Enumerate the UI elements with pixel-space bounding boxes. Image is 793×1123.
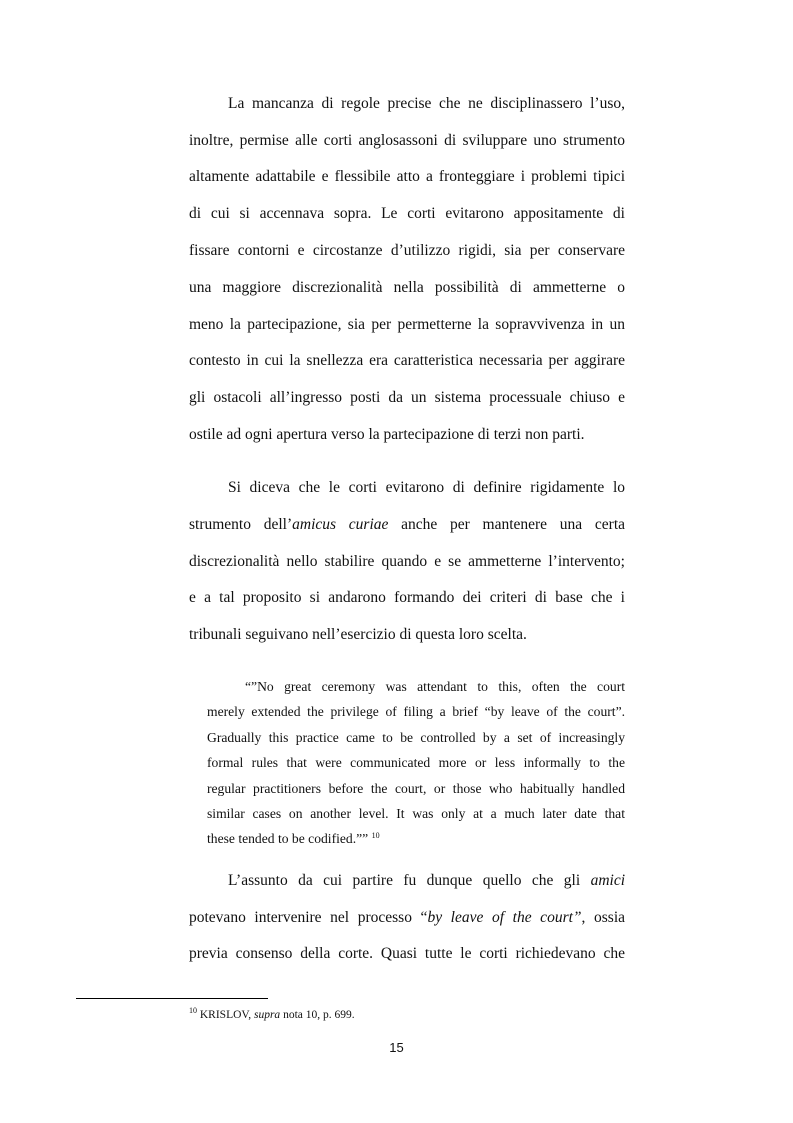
paragraph-1-line-10: ostile ad ogni apertura verso la partecipazione di terzi non parti. bbox=[189, 426, 585, 443]
paragraph-2-line-2 bbox=[189, 515, 625, 535]
paragraph-3-text: potevano intervenire nel processo “ bbox=[189, 909, 428, 926]
paragraph-1-line-1: La mancanza di regole precise che ne disciplinassero l’uso, bbox=[228, 95, 625, 112]
footnote-rest: nota 10, p. 699. bbox=[280, 1009, 355, 1021]
paragraph-3-line-3: previa consenso della corte. Quasi tutte le corti richiedevano che bbox=[189, 945, 625, 962]
paragraph-2-text: strumento dell’ bbox=[189, 516, 293, 533]
quote-line-3: Gradually this practice came to be controlled by a set of increasingly bbox=[207, 730, 625, 745]
paragraph-3-line-2 bbox=[189, 908, 625, 928]
paragraph-1-line-2: inoltre, permise alle corti anglosassoni di sviluppare uno strumento bbox=[189, 132, 625, 149]
paragraph-3-line-1 bbox=[228, 871, 625, 891]
paragraph-1-line-5: fissare contorni e circostanze d’utilizzo rigidi, sia per conservare bbox=[189, 242, 625, 259]
paragraph-1-line-3: altamente adattabile e flessibile atto a fronteggiare i problemi tipici bbox=[189, 168, 625, 185]
paragraph-1-line-8: contesto in cui la snellezza era caratteristica necessaria per aggirare bbox=[189, 352, 625, 369]
footnote-reference: 10 bbox=[371, 831, 380, 840]
footnote-number: 10 bbox=[189, 1006, 197, 1015]
footnote-italic: supra bbox=[253, 1009, 281, 1021]
paragraph-1-line-7: meno la partecipazione, sia per permetterne la sopravvivenza in un bbox=[189, 316, 625, 333]
paragraph-1-line-9: gli ostacoli all’ingresso posti da un sistema processuale chiuso e bbox=[189, 389, 625, 406]
amici-italic: amici bbox=[590, 872, 625, 889]
paragraph-3-text: L’assunto da cui partire fu dunque quello che gli bbox=[228, 872, 591, 889]
paragraph-2-line-3: discrezionalità nello stabilire quando e se ammetterne l’intervento; bbox=[189, 553, 625, 570]
amicus-curiae-italic: amicus curiae bbox=[292, 516, 389, 533]
paragraph-1-line-6: una maggiore discrezionalità nella possibilità di ammetterne o bbox=[189, 279, 625, 296]
paragraph-2-text: anche per mantenere una certa bbox=[388, 516, 625, 533]
quote-last-text: these tended to be codified.”” bbox=[207, 831, 372, 846]
footnote-separator bbox=[76, 998, 268, 999]
quote-line-7 bbox=[207, 830, 625, 848]
by-leave-italic: by leave of the court” bbox=[427, 909, 582, 926]
page-number: 15 bbox=[389, 1040, 404, 1055]
quote-line-6: similar cases on another level. It was only at a much later date that bbox=[207, 806, 625, 821]
paragraph-1-line-4: di cui si accennava sopra. Le corti evitarono appositamente di bbox=[189, 205, 625, 222]
quote-line-5: regular practitioners before the court, or those who habitually handled bbox=[207, 781, 625, 796]
quote-line-1: “”No great ceremony was attendant to this, often the court bbox=[245, 679, 625, 694]
quote-line-4: formal rules that were communicated more or less informally to the bbox=[207, 755, 625, 770]
footnote bbox=[189, 1007, 355, 1023]
paragraph-2-line-1: Si diceva che le corti evitarono di definire rigidamente lo bbox=[228, 479, 625, 496]
paragraph-3-text: , ossia bbox=[581, 909, 626, 926]
paragraph-2-line-5: tribunali seguivano nell’esercizio di questa loro scelta. bbox=[189, 626, 527, 643]
footnote-author: KRISLOV, bbox=[197, 1009, 254, 1021]
quote-line-2: merely extended the privilege of filing a brief “by leave of the court”. bbox=[207, 704, 625, 719]
paragraph-2-line-4: e a tal proposito si andarono formando dei criteri di base che i bbox=[189, 589, 625, 606]
